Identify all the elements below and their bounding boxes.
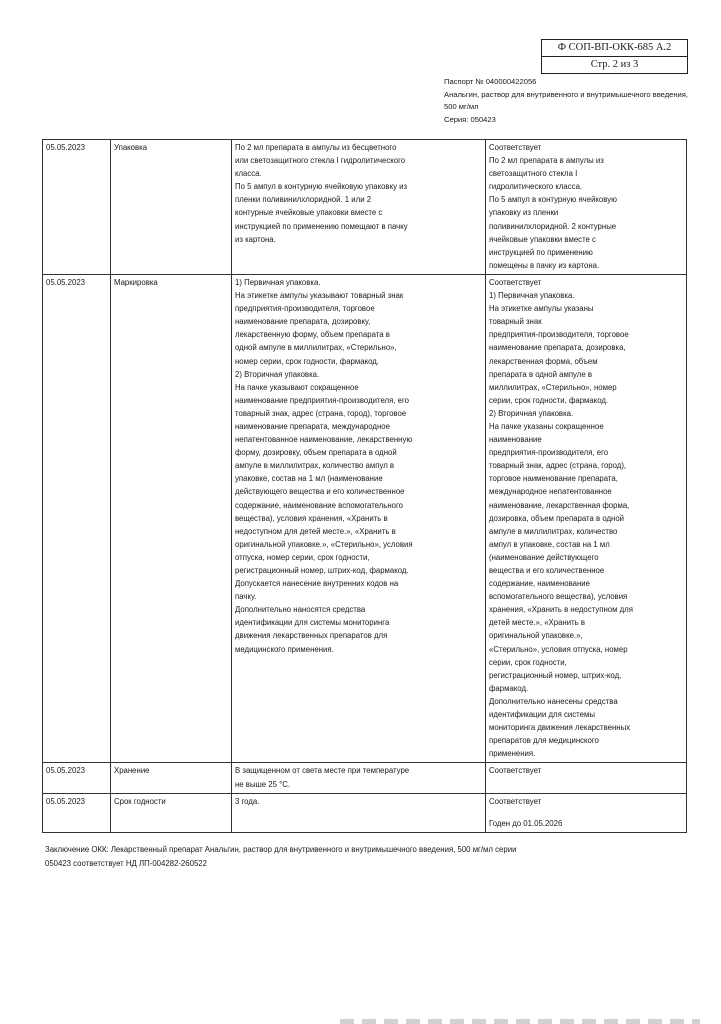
row-actual-result: Соответствует По 2 мл препарата в ампулы из светозащитного стекла I гидролитического класса. По 5 ампул в контурную ячейковую упаковку из пленки поливинилхлоридной. 2 контурные ячейковые упаковки вместе с инструкцией по применению помещены в пачку из картона. — [486, 140, 687, 275]
qc-conclusion: Заключение ОКК: Лекарственный препарат Анальгин, раствор для внутривенного и внутримышечного введения, 500 мг/мл серии 050423 соответствует НД ЛП-004282-260522 — [45, 845, 517, 868]
quality-control-table — [42, 139, 687, 833]
form-code: Ф СОП-ВП-ОКК-685 А.2 — [557, 42, 672, 53]
row-actual-result: Соответствует — [486, 763, 687, 793]
passport-number: Паспорт № 040000422056 — [444, 77, 537, 86]
scan-artifact-divider — [340, 1019, 700, 1024]
table-row — [43, 140, 687, 275]
row-date: 05.05.2023 — [43, 763, 111, 793]
shelf-life-result — [489, 795, 683, 830]
valid-until-date: Годен до 01.05.2026 — [489, 818, 563, 828]
row-parameter: Упаковка — [111, 140, 232, 275]
row-parameter: Срок годности — [111, 793, 232, 832]
row-date: 05.05.2023 — [43, 793, 111, 832]
row-requirement: По 2 мл препарата в ампулы из бесцветного или светозащитного стекла I гидролитического класса. По 5 ампул в контурную ячейковую упаковку из пленки поливинилхлоридной. 1 или 2 контурные ячейковые упаковки вместе с инструкцией по применению помещают в пачку из картона. — [232, 140, 486, 275]
row-parameter: Хранение — [111, 763, 232, 793]
row-parameter: Маркировка — [111, 274, 232, 762]
table-row — [43, 793, 687, 832]
row-actual-result: Соответствует 1) Первичная упаковка. На этикетке ампулы указаны товарный знак предприятия-производителя, торговое наименование препарата, дозировка, лекарственная форма, объем препарата в одной ампуле в миллилитрах, «Стерильно», номер серии, срок годности, фармакод. 2) Вторичная упаковка. На пачке указаны сокращенное наименование предприятия-производителя, его товарный знак, адрес (страна, город), торговое наименование препарата, международное непатентованное наименование, лекарственная форма, дозировка, объем препарата в одной ампуле в миллилитрах, количество ампул в упаковке, состав на 1 мл (наименование действующего вещества и его количественное содержание, наименование вспомогательного вещества), условия хранения, «Хранить в недоступном для детей месте.», «Хранить в оригинальной упаковке.», «Стерильно», условия отпуска, номер серии, срок годности, регистрационный номер, штрих-код, фармакод. Дополнительно нанесены средства идентификации для системы мониторинга движения лекарственных препаратов для медицинского применения. — [486, 274, 687, 762]
row-requirement: 3 года. — [232, 793, 486, 832]
row-requirement: 1) Первичная упаковка. На этикетке ампулы указывают товарный знак предприятия-производителя, торговое наименование препарата, дозировку, лекарственную форму, объем препарата в одной ампуле в миллилитрах, «Стерильно», номер серии, срок годности, фармакод. 2) Вторичная упаковка. На пачке указывают сокращенное наименование предприятия-производителя, его товарный знак, адрес (страна, город), торговое наименование препарата, международное непатентованное наименование, лекарственную форму, дозировку, объем препарата в одной ампуле в миллилитрах, количество ампул в упаковке, состав на 1 мл (наименование действующего вещества и его количественное содержание, наименование вспомогательного вещества), условия хранения, «Хранить в недоступном для детей месте.», «Хранить в оригинальной упаковке.», «Стерильно», условия отпуска, номер серии, срок годности, регистрационный номер, штрих-код, фармакод. Допускается нанесение внутренних кодов на пачку. Дополнительно наносятся средства идентификации для системы мониторинга движения лекарственных препаратов для медицинского применения. — [232, 274, 486, 762]
row-date: 05.05.2023 — [43, 140, 111, 275]
table-row — [43, 763, 687, 793]
row-date: 05.05.2023 — [43, 274, 111, 762]
shelf-life-status: Соответствует — [489, 796, 542, 806]
page-number: Стр. 2 из 3 — [542, 56, 687, 73]
row-requirement: В защищенном от света месте при температуре не выше 25 °С. — [232, 763, 486, 793]
row-actual-result — [486, 793, 687, 832]
form-code-box — [541, 39, 688, 74]
passport-header — [444, 76, 694, 126]
product-name: Анальгин, раствор для внутривенного и внутримышечного введения, 500 мг/мл — [444, 89, 689, 111]
series-number: Серия: 050423 — [444, 114, 496, 124]
table-row — [43, 274, 687, 762]
